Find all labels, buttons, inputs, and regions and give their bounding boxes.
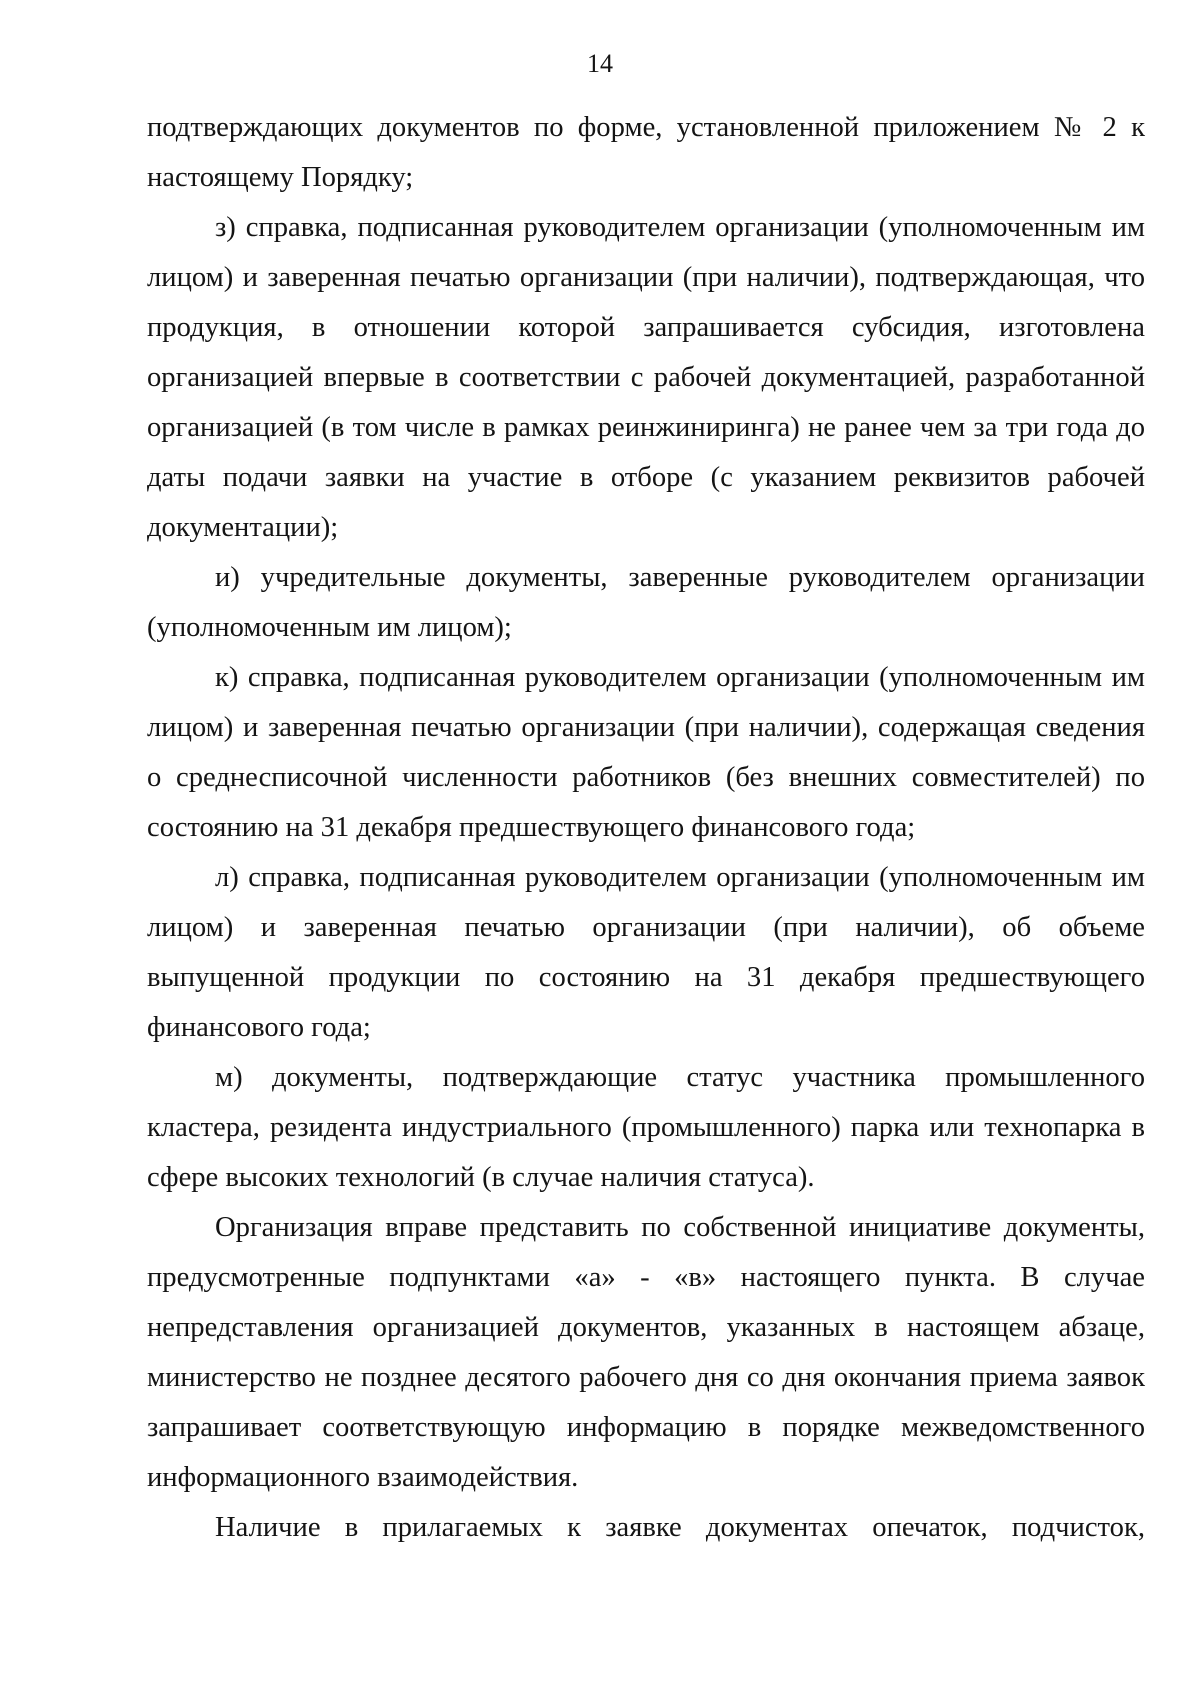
paragraph-item-m: м) документы, подтверждающие статус участника промышленного кластера, резидента индустриального (промышленного) парка или технопарка в сфере высоких технологий (в случае наличия статуса). (147, 1062, 1145, 1193)
paragraph-typos-note: Наличие в прилагаемых к заявке документах опечаток, подчисток, (215, 1512, 1145, 1543)
paragraph-item-z: з) справка, подписанная руководителем организации (уполномоченным им лицом) и заверенная печатью организации (при наличии), подтверждающая, что продукция, в отношении которой запрашивается субсидия, изготовлена организацией впервые в соответствии с рабочей документацией, разработанной организацией (в том числе в рамках реинжиниринга) не ранее чем за три года до даты подачи заявки на участие в отборе (с указанием реквизитов рабочей документации); (147, 212, 1145, 543)
paragraph-item-i: и) учредительные документы, заверенные руководителем организации (уполномоченным им лицом); (147, 562, 1145, 643)
document-body (147, 103, 1145, 1553)
page-number: 14 (587, 49, 613, 78)
paragraph-item-k: к) справка, подписанная руководителем организации (уполномоченным им лицом) и заверенная печатью организации (при наличии), содержащая сведения о среднесписочной численности работников (без внешних совместителей) по состоянию на 31 декабря предшествующего финансового года; (147, 662, 1145, 843)
paragraph-continuation: подтверждающих документов по форме, установленной приложением № 2 к настоящему Порядку; (147, 112, 1145, 193)
paragraph-organization-right: Организация вправе представить по собственной инициативе документы, предусмотренные подпунктами «а» - «в» настоящего пункта. В случае непредставления организацией документов, указанных в настоящем абзаце, министерство не позднее десятого рабочего дня со дня окончания приема заявок запрашивает соответствующую информацию в порядке межведомственного информационного взаимодействия. (147, 1212, 1145, 1493)
paragraph-item-l: л) справка, подписанная руководителем организации (уполномоченным им лицом) и заверенная печатью организации (при наличии), об объеме выпущенной продукции по состоянию на 31 декабря предшествующего финансового года; (147, 862, 1145, 1043)
